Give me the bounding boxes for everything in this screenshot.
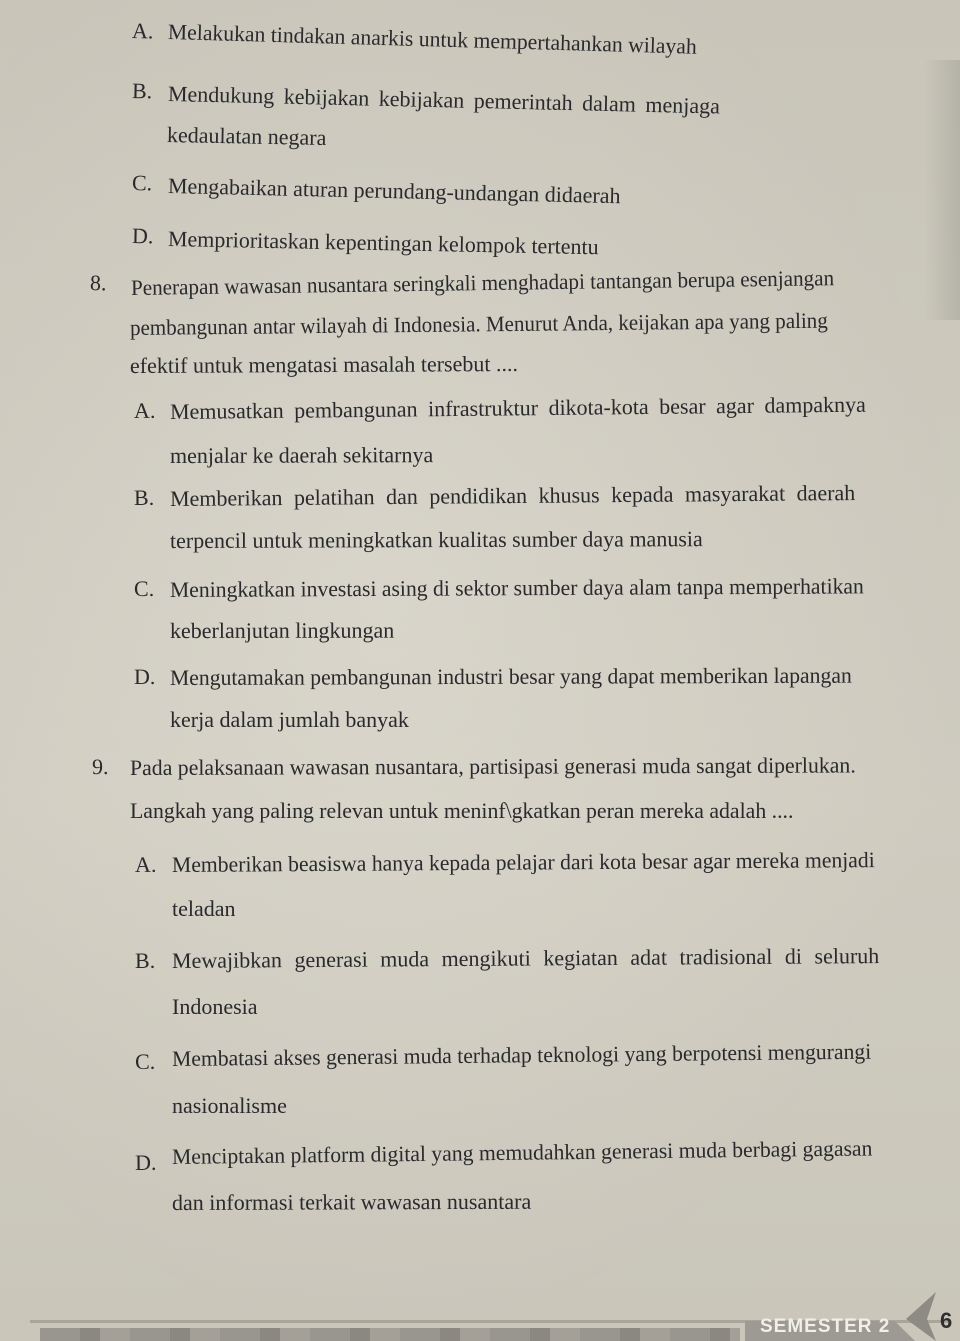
option-text: Memberikan beasiswa hanya kepada pelajar dari kota besar agar mereka menjadi: [171, 847, 875, 877]
question-text: Langkah yang paling relevan untuk meninf\gkatkan peran mereka adalah ....: [130, 798, 794, 823]
option-text: Mewajibkan generasi muda mengikuti kegiatan adat tradisional di seluruh: [171, 943, 880, 973]
question-text: efektif untuk mengatasi masalah tersebut ....: [129, 350, 518, 378]
option-text: Meningkatkan investasi asing di sektor sumber daya alam tanpa memperhatikan: [169, 573, 864, 602]
option-text: Membatasi akses generasi muda terhadap teknologi yang berpotensi mengurangi: [171, 1038, 872, 1071]
option-text: Melakukan tindakan anarkis untuk mempertahankan wilayah: [167, 19, 698, 59]
page-shadow-edge: [924, 60, 960, 320]
option-text: kerja dalam jumlah banyak: [170, 707, 409, 732]
question-text: Pada pelaksanaan wawasan nusantara, partisipasi generasi muda sangat diperlukan.: [129, 752, 856, 780]
question-number: 9.: [91, 754, 109, 780]
option-letter: A.: [134, 851, 157, 877]
option-text: Memusatkan pembangunan infrastruktur dikota-kota besar agar dampaknya: [169, 391, 866, 424]
question-text: pembangunan antar wilayah di Indonesia. Menurut Anda, keijakan apa yang paling: [129, 307, 828, 340]
option-text: Memberikan pelatihan dan pendidikan khusus kepada masyarakat daerah: [169, 480, 856, 511]
footer-decorative-band: [40, 1328, 740, 1341]
option-text: Menciptakan platform digital yang memudahkan generasi muda berbagi gagasan: [171, 1135, 873, 1169]
option-letter: A.: [131, 18, 154, 44]
option-letter: A.: [133, 397, 156, 423]
option-text: keberlanjutan lingkungan: [169, 617, 395, 643]
option-text: Memprioritaskan kepentingan kelompok tertentu: [167, 226, 599, 260]
question-text: Penerapan wawasan nusantara seringkali menghadapi tantangan berupa esenjangan: [130, 265, 835, 300]
option-text: Mengutamakan pembangunan industri besar yang dapat memberikan lapangan: [169, 662, 852, 690]
option-letter: C.: [133, 575, 155, 601]
option-text: dan informasi terkait wawasan nusantara: [171, 1188, 532, 1215]
option-text: Mendukung kebijakan kebijakan pemerintah dalam menjaga: [167, 81, 721, 119]
option-text: Indonesia: [172, 994, 258, 1019]
chevron-left-icon: [906, 1292, 936, 1341]
option-letter: B.: [131, 78, 153, 104]
option-letter: B.: [133, 484, 155, 510]
semester-label: SEMESTER 2: [760, 1316, 891, 1337]
option-letter: C.: [131, 170, 153, 196]
option-text: Mengabaikan aturan perundang-undangan didaerah: [167, 173, 621, 209]
option-text: teladan: [172, 896, 236, 921]
option-letter: B.: [134, 947, 156, 973]
page-footer: [0, 1290, 960, 1341]
question-number: 8.: [89, 270, 107, 296]
option-text: nasionalisme: [172, 1093, 287, 1118]
option-letter: C.: [134, 1048, 156, 1074]
page-number: 6: [940, 1308, 953, 1333]
option-text: menjalar ke daerah sekitarnya: [169, 442, 434, 468]
option-text: terpencil untuk meningkatkan kualitas sumber daya manusia: [169, 526, 703, 553]
option-text: kedaulatan negara: [166, 122, 327, 151]
option-letter: D.: [133, 663, 156, 689]
option-letter: D.: [131, 223, 154, 249]
option-letter: D.: [134, 1149, 157, 1175]
